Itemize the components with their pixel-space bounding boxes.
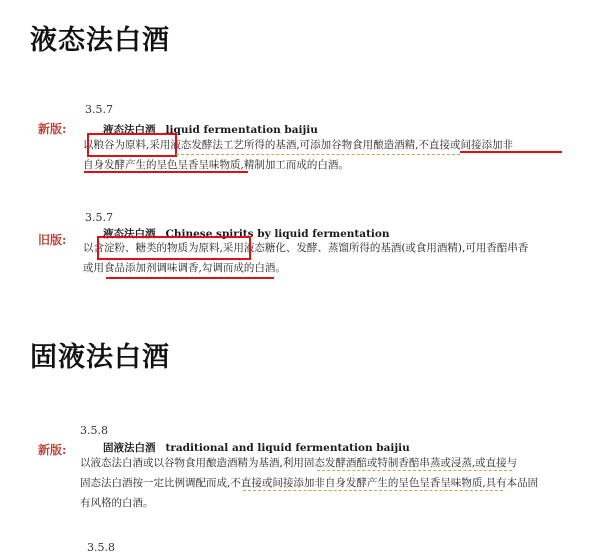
term-en: traditional and liquid fermentation baijiu: [165, 442, 410, 454]
definition-line: 以含淀粉、糖类的物质为原料,采用液态糖化、发酵、蒸馏所得的基酒(或食用酒精),可用香醅串香: [83, 242, 529, 254]
term-zh: 固液法白酒: [103, 442, 156, 454]
definition-line: 固态法白酒按一定比例调配而成,不直接或间接添加非自身发酵产生的呈色呈香呈味物质,具有本品固: [80, 477, 539, 489]
highlight-underline: [106, 277, 274, 279]
section-title-mixed-baijiu: 固液法白酒: [30, 342, 170, 373]
section-title-liquid-baijiu: 液态法白酒: [30, 25, 170, 56]
old-version-tag: 旧版:: [38, 233, 67, 247]
highlight-box: [97, 236, 251, 260]
clause-number: 3.5.7: [85, 211, 113, 224]
clause-number: 3.5.7: [85, 103, 113, 116]
term-zh: 液态法白酒: [103, 124, 156, 136]
highlight-box: [87, 133, 177, 157]
definition-line: 自身发酵产生的呈色呈香呈味物质,精制加工而成的白酒。: [83, 159, 349, 171]
clause-number: 3.5.8: [87, 541, 115, 554]
dashed-underline: [176, 154, 460, 155]
new-version-tag: 新版:: [38, 122, 67, 136]
term-zh: 液态法白酒: [103, 228, 156, 240]
clause-number: 3.5.8: [80, 424, 108, 437]
term-en: liquid fermentation baijiu: [165, 124, 318, 136]
definition-line: 以粮谷为原料,采用液态发酵法工艺所得的基酒,可添加谷物食用酿造酒精,不直接或间接添加非: [83, 139, 514, 151]
definition-new-mixed: [80, 453, 538, 513]
definition-line: 有风格的白酒。: [80, 497, 154, 509]
term-en: Chinese spirits by liquid fermentation: [165, 228, 390, 240]
highlight-underline: [460, 151, 562, 153]
dashed-underline: [317, 470, 512, 471]
definition-line: 或用食品添加剂调味调香,勾调而成的白酒。: [83, 262, 286, 274]
dashed-underline: [243, 490, 503, 491]
highlight-underline: [84, 171, 248, 173]
new-version-tag: 新版:: [38, 443, 67, 457]
definition-line: 以液态法白酒或以谷物食用酿造酒精为基酒,利用固态发酵酒醅或特制香醅串蒸或浸蒸,或直接与: [80, 457, 518, 469]
